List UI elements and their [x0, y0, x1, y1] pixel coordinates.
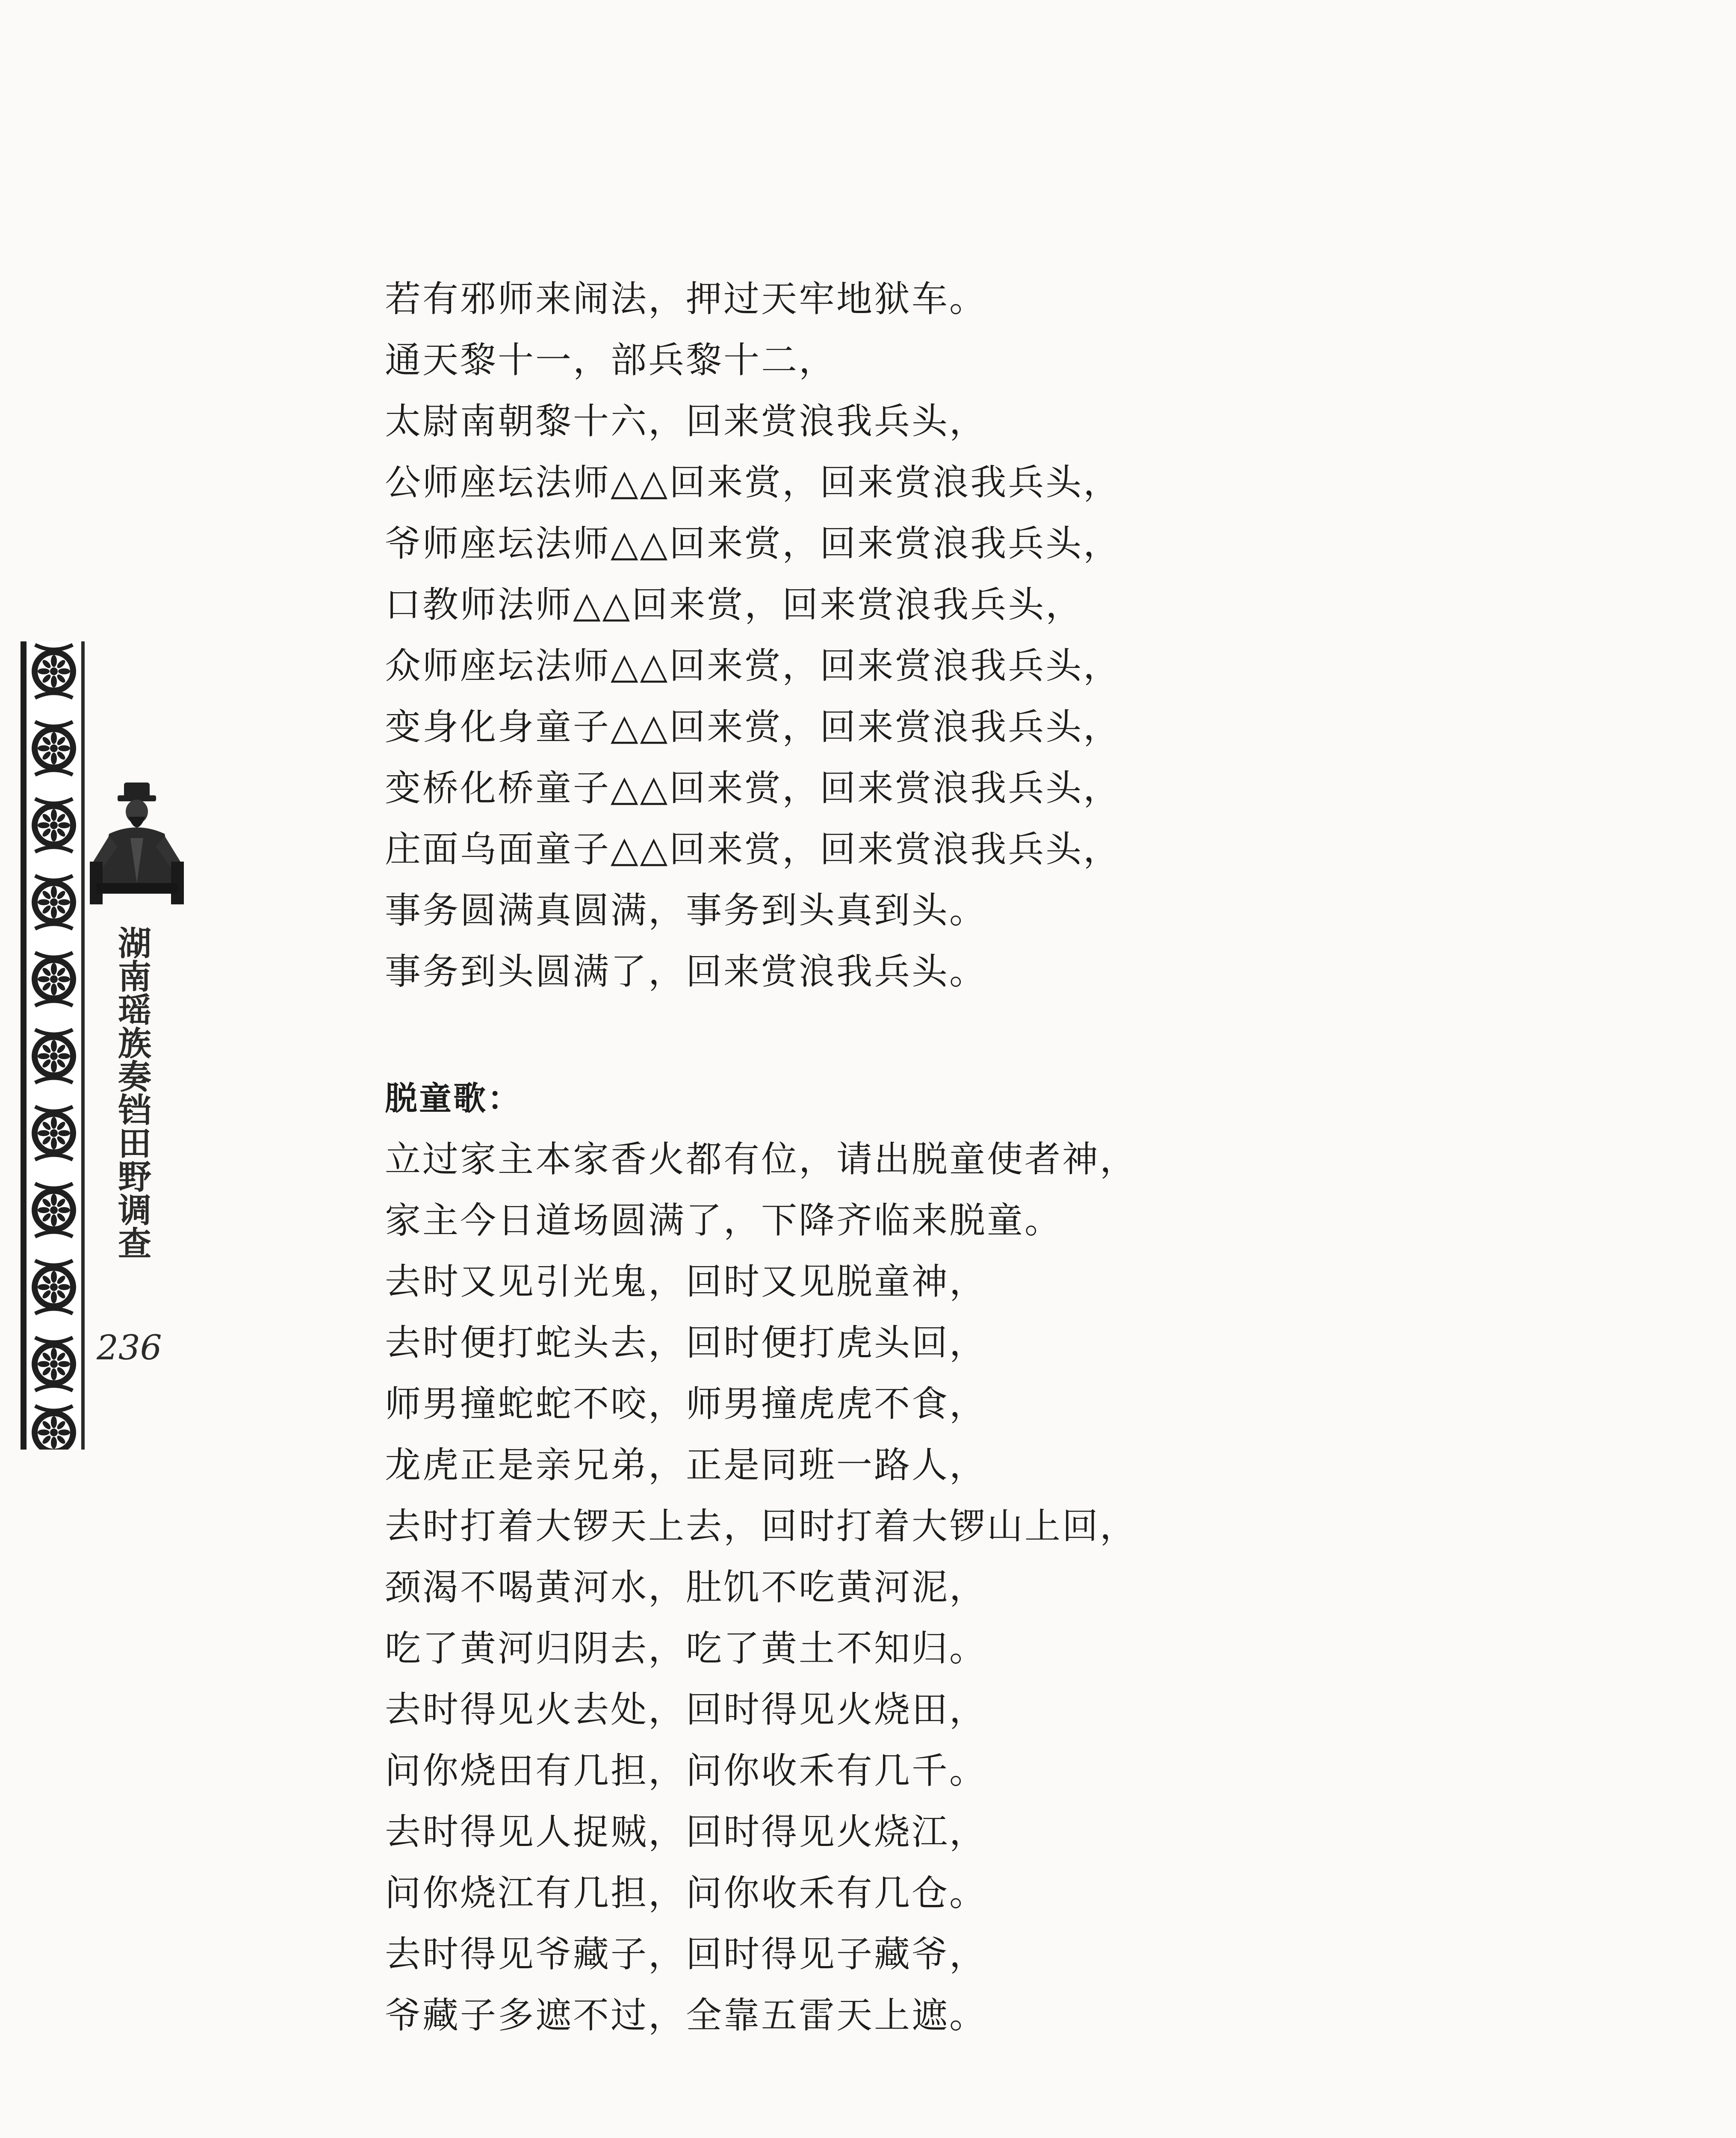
verse-line: 问你烧江有几担，问你收禾有几仓。 [385, 1872, 987, 1914]
verse-line: 太尉南朝黎十六，回来赏浪我兵头， [385, 400, 987, 442]
verse-line: 爷师座坛法师△△回来赏，回来赏浪我兵头， [385, 523, 1121, 564]
section-heading: 脱童歌： [385, 1079, 522, 1117]
verse-line: 问你烧田有几担，问你收禾有几千。 [385, 1750, 987, 1792]
page-number: 236 [97, 1328, 162, 1367]
verse-line: 公师座坛法师△△回来赏，回来赏浪我兵头， [385, 461, 1121, 503]
decorative-side-band [21, 641, 85, 1450]
verse-line: 变身化身童子△△回来赏，回来赏浪我兵头， [385, 706, 1121, 748]
verse-line: 颈渴不喝黄河水，肚饥不吃黄河泥， [385, 1566, 987, 1608]
seated-figure-icon [83, 778, 190, 907]
verse-line: 家主今日道场圆满了，下降齐临来脱童。 [385, 1199, 1063, 1241]
verse-line: 去时又见引光鬼，回时又见脱童神， [385, 1261, 987, 1302]
verse-line: 师男撞蛇蛇不咬，师男撞虎虎不食， [385, 1383, 987, 1425]
verse-line: 口教师法师△△回来赏，回来赏浪我兵头， [385, 584, 1084, 626]
verse-line: 去时打着大锣天上去，回时打着大锣山上回， [385, 1505, 1138, 1547]
verse-line: 通天黎十一，部兵黎十二， [385, 339, 837, 381]
verse-line: 事务圆满真圆满，事务到头真到头。 [385, 889, 987, 931]
verse-line: 事务到头圆满了，回来赏浪我兵头。 [385, 951, 987, 992]
verse-block-1 [385, 269, 1137, 1002]
floral-rosette-icon [27, 641, 81, 1450]
verse-line: 去时得见爷藏子，回时得见子藏爷， [385, 1933, 987, 1975]
verse-line: 吃了黄河归阴去，吃了黄土不知归。 [385, 1627, 987, 1669]
book-title: 湖南瑶族奏铛田野调查 [112, 926, 151, 1259]
verse-line: 变桥化桥童子△△回来赏，回来赏浪我兵头， [385, 767, 1121, 809]
verse-line: 去时便打蛇头去，回时便打虎头回， [385, 1322, 987, 1364]
verse-line: 若有邪师来闹法，押过天牢地狱车。 [385, 278, 987, 320]
verse-line: 众师座坛法师△△回来赏，回来赏浪我兵头， [385, 645, 1121, 687]
verse-line: 去时得见火去处，回时得见火烧田， [385, 1689, 987, 1730]
verse-line: 庄面乌面童子△△回来赏，回来赏浪我兵头， [385, 828, 1121, 870]
verse-line: 爷藏子多遮不过，全靠五雷天上遮。 [385, 1994, 987, 2036]
verse-line: 去时得见人捉贼，回时得见火烧江， [385, 1811, 987, 1853]
verse-block-2 [385, 1068, 1137, 2046]
verse-line: 立过家主本家香火都有位，请出脱童使者神， [385, 1138, 1138, 1180]
verse-line: 龙虎正是亲兄弟，正是同班一路人， [385, 1444, 987, 1486]
